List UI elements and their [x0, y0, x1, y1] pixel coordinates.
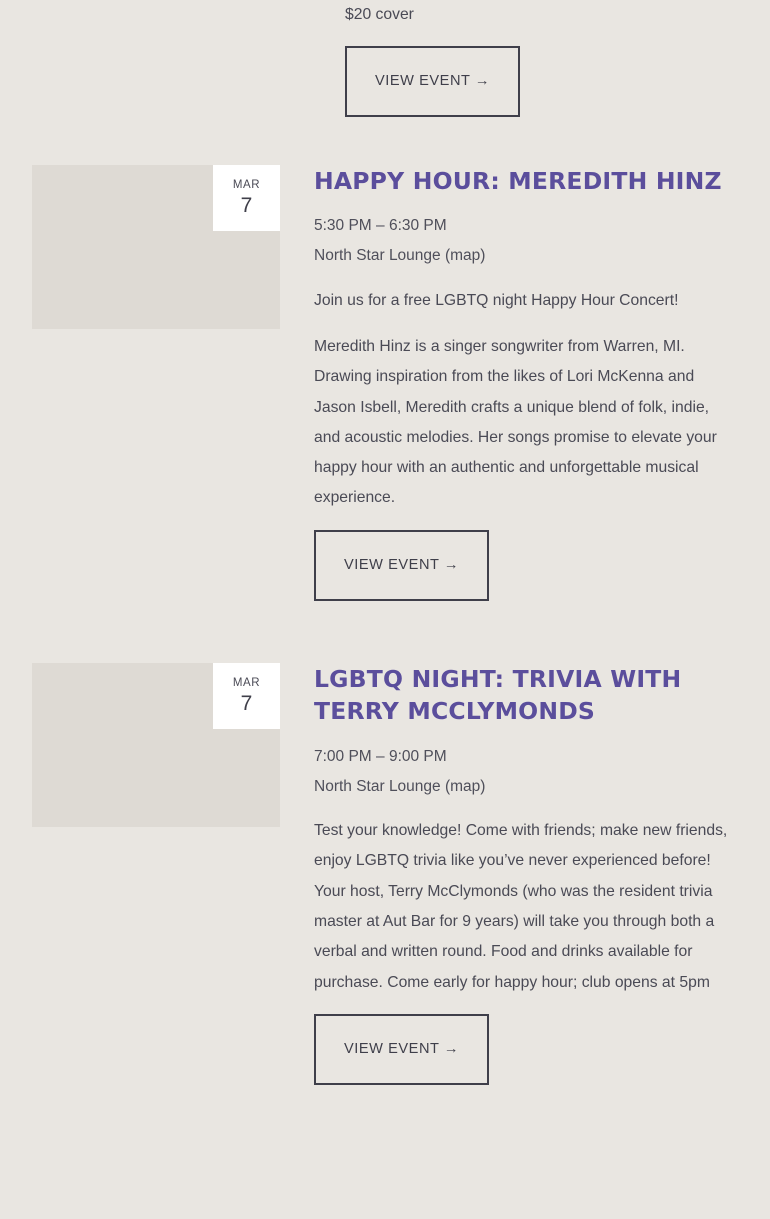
event-description-2: Meredith Hinz is a singer songwriter from Warren, MI. Drawing inspiration from the likes of Lori McKenna and Jason Isbell, Meredith crafts a unique blend of folk, indie, and acoustic melodies. Her songs promise to elevate your happy hour with an authentic and unforgettable musical experience.: [314, 337, 717, 507]
event-content: [32, 0, 738, 117]
event-time: 7:00 PM – 9:00 PM: [314, 747, 447, 765]
event-title[interactable]: LGBTQ NIGHT: TRIVIA WITH TERRY MCCLYMONDS: [314, 664, 682, 726]
date-day: 7: [240, 692, 253, 716]
event-content: [280, 165, 738, 601]
event-venue-link[interactable]: North Star Lounge (map): [314, 777, 486, 795]
event-thumbnail-wrap: [32, 165, 280, 329]
event-venue-link[interactable]: North Star Lounge (map): [314, 247, 486, 265]
date-month: MAR: [232, 676, 261, 689]
view-event-button[interactable]: VIEW EVENT →: [314, 1014, 489, 1085]
event-description-1: Test your knowledge! Come with friends; make new friends, enjoy LGBTQ trivia like you’ve never experienced before! Your host, Terry McClymonds (who was the resident trivia master at Aut Bar for 9 years) will take you through both a verbal and written round. Food and drinks available for purchase. Come early for happy hour; club opens at 5pm: [314, 822, 728, 991]
event-item-happy-hour: [0, 165, 770, 601]
section-spacer: [0, 601, 770, 663]
event-date-badge: [213, 165, 280, 231]
event-description-1: Join us for a free LGBTQ night Happy Hour Concert!: [314, 291, 679, 309]
view-event-button[interactable]: VIEW EVENT →: [314, 530, 489, 601]
event-date-badge: [213, 663, 280, 729]
event-time: 5:30 PM – 6:30 PM: [314, 217, 447, 235]
section-spacer: [0, 117, 770, 165]
event-title[interactable]: HAPPY HOUR: MEREDITH HINZ: [314, 166, 722, 195]
date-month: MAR: [232, 178, 261, 191]
event-item-trivia: [0, 663, 770, 1085]
event-meta: [314, 211, 738, 271]
event-item-partial: [0, 0, 770, 117]
event-content: [280, 663, 738, 1085]
event-thumbnail-wrap: [32, 663, 280, 827]
date-day: 7: [240, 194, 253, 218]
view-event-button[interactable]: VIEW EVENT →: [345, 46, 520, 117]
event-meta: [314, 742, 738, 802]
event-description-clipped: $20 cover: [345, 6, 414, 23]
